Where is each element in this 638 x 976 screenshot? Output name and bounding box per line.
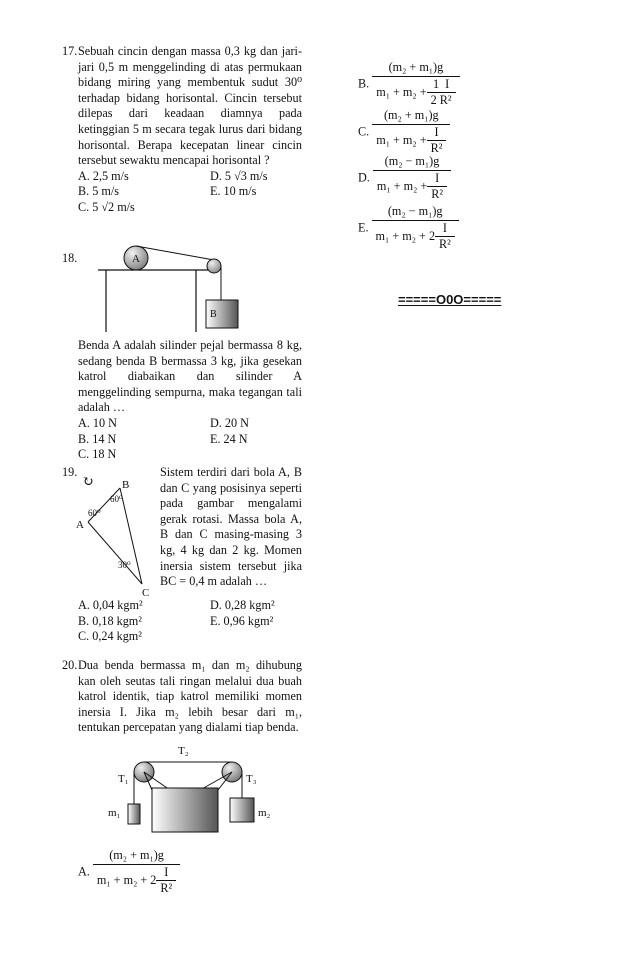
options [78,169,302,216]
question-number: 20. [62,658,78,672]
option-d: D. 0,28 kgm² [210,598,275,612]
option-d: D. 5 √3 m/s [210,168,268,183]
options [78,416,302,463]
option-a-formula [78,848,180,897]
inner-fraction [427,125,447,157]
label-b: B [122,479,130,491]
label-a: A [76,519,84,531]
label-m2: m₂ [258,807,271,819]
option-label: A. [78,864,90,879]
option-label: C. [358,124,370,139]
question-number: 19. [62,465,78,479]
tension-t2: T₂ [178,745,189,757]
question-19-options [62,598,302,645]
angle-a: 60⁰ [88,508,101,518]
option-d-formula [358,154,451,203]
inner-fraction [427,171,447,203]
fraction [93,848,180,897]
option-e: E. 24 N [210,431,248,446]
denominator-text: m₁ + m₂ + [376,178,428,193]
tension-t3: T₃ [246,773,257,785]
question-text: Sebuah cincin dengan massa 0,3 kg dan jari-jari 0,5 m menggelinding di atas permukaan bidang miring yang membentuk sudut 30⁰ terhadap bidang horisontal. Cincin tersebut dilepas dari keadaan diamnya pada ketinggian 5 m secara tegak lurus dari bidang horisontal. Berapa kecepatan linear cincin tersebut sewaktu mencapai horisontal ? [78,44,302,168]
inner-numerator: I [435,170,440,185]
label-b: B [210,309,217,320]
question-19-text: Sistem terdiri dari bola A, B dan C yang posisinya seperti pada gambar mengalami gerak rotasi. Massa bola A, B dan C masing-masing 3 kg, 4 kg dan 2 kg. Momen inersia sistem tersebut jika BC = 0,4 m adalah … [160,465,302,589]
angle-b: 60⁰ [110,494,123,504]
numerator: (m₂ + m₁)g [109,848,164,862]
fraction [372,108,450,157]
central-block [152,788,218,832]
question-number: 17. [62,44,78,58]
option-c-formula [358,108,450,157]
end-separator: =====O0O===== [398,292,502,307]
inner-denominator: R² [435,236,455,253]
option-a: A. 10 N [78,415,117,430]
inner-denominator: 2 R² [427,92,456,109]
denominator [372,76,459,109]
fraction [372,204,459,253]
side-ac [88,522,142,584]
inner-denominator: R² [156,880,176,897]
inner-numerator: I [164,864,169,879]
option-label: D. [358,170,370,185]
fraction [373,154,451,203]
option-b-formula [358,60,460,109]
inner-numerator: I [442,220,447,235]
option-label: B. [358,76,370,91]
option-b: B. 14 N [78,431,117,446]
denominator [373,170,451,203]
option-e: E. 0,96 kgm² [210,613,274,628]
inner-denominator: R² [427,140,447,157]
option-e: E. 10 m/s [210,184,257,199]
inner-fraction [427,77,456,109]
inner-fraction [156,865,176,897]
option-b: B. 5 m/s [78,184,119,199]
cylinder-pulley-figure [98,240,248,332]
inner-numerator: I [434,124,439,139]
denominator [372,220,459,253]
option-c: C. 5 √2 m/s [78,199,135,214]
numerator: (m₂ − m₁)g [387,204,443,218]
option-a: A. 0,04 kgm² [78,598,143,612]
denominator-text: m₁ + m₂ + 2 [96,872,157,887]
question-17 [62,44,302,216]
inner-numerator: 1 I [432,76,450,91]
rotation-icon: ↻ [82,475,94,490]
two-pulley-figure [100,742,280,834]
tension-t1: T₁ [118,773,129,785]
label-a: A [132,253,140,265]
label-m1: m₁ [108,807,121,819]
denominator-text: m₁ + m₂ + [376,132,427,147]
denominator-text: m₁ + m₂ + [376,84,427,99]
mass-m2 [230,798,254,822]
denominator [93,864,180,897]
numerator: (m₂ − m₁)g [384,154,440,168]
angle-c: 30⁰ [118,560,131,570]
numerator: (m₂ + m₁)g [383,108,439,122]
option-d: D. 20 N [210,415,249,430]
question-text: Dua benda bermassa m₁ dan m₂ dihubung kan oleh seutas tali ringan melalui dua buah katrol identik, tiap katrol memiliki momen inersia I. Jika m₂ lebih besar dari m₁, tentukan percepatan yang dialami tiap benda. [78,658,302,735]
triangle-figure [72,472,152,598]
option-e-formula [358,204,459,253]
option-a: A. 2,5 m/s [78,168,129,183]
denominator [372,124,450,157]
denominator-text: m₁ + m₂ + 2 [375,228,436,243]
inner-fraction [435,221,455,253]
numerator: (m₂ + m₁)g [388,60,444,74]
option-c: C. 18 N [78,447,117,462]
fraction [372,60,459,109]
question-number: 18. [62,251,78,265]
option-b: B. 0,18 kgm² [78,613,142,628]
question-text: Benda A adalah silinder pejal bermassa 8 kg, sedang benda B bermassa 3 kg, jika gesekan katrol diabaikan dan silinder A menggelinding sempurna, maka tegangan tali adalah … [78,338,302,415]
option-label: E. [358,220,369,235]
question-18 [62,338,302,463]
label-c: C [142,587,150,598]
question-20 [62,658,302,736]
inner-denominator: R² [427,186,447,203]
option-c: C. 0,24 kgm² [78,629,142,644]
mass-m1 [128,804,140,824]
pulley [207,259,221,273]
